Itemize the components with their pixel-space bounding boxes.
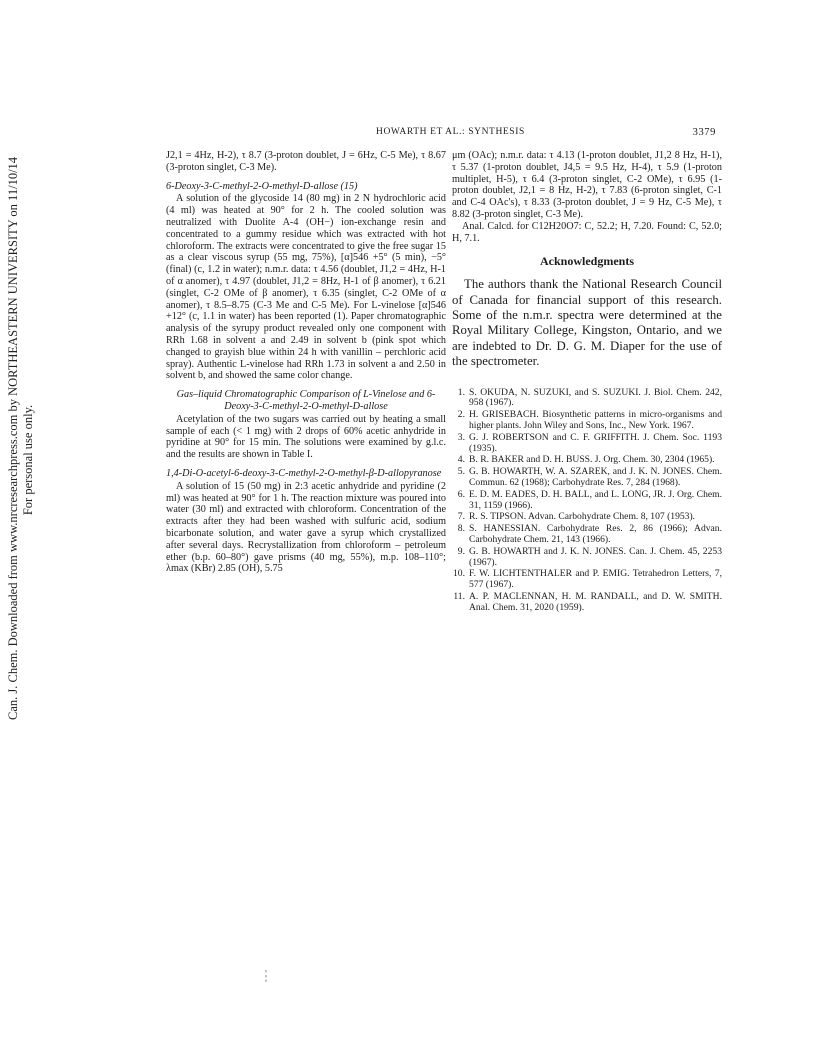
reference-number: 10. [453, 568, 465, 580]
reference-text: H. GRISEBACH. Biosynthetic patterns in micro-organisms and higher plants. John Wiley and Sons, Inc., New York. 1967. [469, 409, 722, 431]
reference-text: E. D. M. EADES, D. H. BALL, and L. LONG, JR. J. Org. Chem. 31, 1159 (1966). [469, 488, 722, 511]
reference-number: 9. [457, 545, 465, 557]
reference-list [452, 388, 722, 614]
scan-mark [264, 970, 268, 982]
reference-item [452, 388, 722, 410]
reference-number: 8. [457, 523, 465, 535]
reference-item [452, 592, 722, 614]
reference-item [452, 467, 722, 489]
reference-number: 2. [457, 409, 465, 421]
reference-text: G. B. HOWARTH and J. K. N. JONES. Can. J. Chem. 45, 2253 (1967). [469, 545, 722, 568]
reference-number: 7. [457, 511, 465, 523]
page-number: 3379 [692, 127, 716, 138]
reference-number: 11. [453, 590, 465, 602]
reference-item [452, 433, 722, 455]
nmr-continuation: J2,1 = 4Hz, H-2), τ 8.7 (3-proton doublet, J = 6Hz, C-5 Me), τ 8.67 (3-proton singlet, C-3 Me). [166, 150, 446, 173]
acknowledgments-heading: Acknowledgments [539, 254, 634, 269]
running-header [166, 127, 716, 141]
reference-item [452, 490, 722, 512]
elemental-analysis: Anal. Calcd. for C12H20O7: C, 52.2; H, 7.20. Found: C, 52.0; H, 7.1. [452, 220, 722, 244]
reference-number: 1. [457, 386, 465, 398]
reference-number: 4. [457, 454, 465, 466]
download-notice: Can. J. Chem. Downloaded from www.nrcresearchpress.com by NORTHEASTERN UNIVERSITY on 11/10/14 [6, 156, 20, 720]
reference-number: 5. [457, 466, 465, 478]
reference-text: F. W. LICHTENTHALER and P. EMIG. Tetrahedron Letters, 7, 577 (1967). [469, 568, 722, 591]
running-title: HOWARTH ET AL.: SYNTHESIS [376, 127, 525, 137]
reference-number: 6. [457, 488, 465, 500]
reference-number: 3. [457, 431, 465, 443]
section-paragraph: Acetylation of the two sugars was carried out by heating a small sample of each (< 1 mg) with 2 drops of 60% acetic anhydride in pyridine at 90° for 15 min. The solutions were examined by g.l.c. and the results are shown in Table I. [166, 413, 446, 461]
section-heading: Gas–liquid Chromatographic Comparison of L-Vinelose and 6-Deoxy-3-C-methyl-2-O-methyl-D-allose [176, 389, 436, 412]
reference-item [452, 524, 722, 546]
acknowledgments-text: The authors thank the National Research Council of Canada for financial support of this research. Some of the n.m.r. spectra were determined at the Royal Military College, Kingston, Ontario, and we are indebted to Dr. D. G. M. Diaper for the use of the spectrometer. [452, 277, 722, 369]
reference-text: G. B. HOWARTH, W. A. SZAREK, and J. K. N. JONES. Chem. Commun. 62 (1968); Carbohydrate Res. 7, 284 (1968). [469, 466, 722, 488]
reference-text: A. P. MACLENNAN, H. M. RANDALL, and D. W. SMITH. Anal. Chem. 31, 2020 (1959). [469, 590, 722, 613]
reference-item [452, 547, 722, 569]
reference-text: S. HANESSIAN. Carbohydrate Res. 2, 86 (1966); Advan. Carbohydrate Chem. 21, 143 (1966). [469, 523, 722, 545]
reference-item [452, 455, 722, 466]
download-watermark [2, 156, 42, 720]
section-heading: 1,4-Di-O-acetyl-6-deoxy-3-C-methyl-2-O-methyl-β-D-allopyranose [166, 467, 442, 479]
reference-text: B. R. BAKER and D. H. BUSS. J. Org. Chem. 30, 2304 (1965). [469, 454, 715, 466]
reference-item [452, 512, 722, 523]
reference-item [452, 569, 722, 591]
right-column [452, 150, 722, 615]
section-paragraph: A solution of the glycoside 14 (80 mg) in 2 N hydrochloric acid (4 ml) was heated at 90° for 2 h. The cooled solution was neutralized with Duolite A-4 (OH−) ion-exchange resin and concentrated to a gummy residue which was extracted with hot chloroform. The extracts were concentrated to give the free sugar 15 as a clear viscous syrup (55 mg, 75%), [α]546 +5° (5 min), −5° (final) (c, 1.2 in water); n.m.r. data: τ 4.56 (doublet, J1,2 = 4Hz, H-1 of α anomer), τ 4.97 (doublet, J1,2 = 8Hz, H-1 of β anomer), τ 6.21 (singlet, C-2 OMe of β anomer), τ 6.35 (singlet, C-2 OMe of α anomer), τ 8.5–8.75 (C-3 Me and C-5 Me). For L-vinelose [α]546 +12° (c, 1.1 in water) has been reported (1). Paper chromatographic analysis of the syrupy product revealed only one component with RRh 1.68 in solvent a and 2.49 in solvent b (pink spot which changed to grayish blue within 24 h with vanillin – perchloric acid spray). Authentic L-vinelose had RRh 1.73 in solvent a and 2.50 in solvent b, and showed the same color change. [166, 193, 446, 382]
reference-text: G. J. ROBERTSON and C. F. GRIFFITH. J. Chem. Soc. 1193 (1935). [469, 431, 722, 454]
personal-use-notice: For personal use only. [21, 404, 35, 516]
reference-text: S. OKUDA, N. SUZUKI, and S. SUZUKI. J. Biol. Chem. 242, 958 (1967). [469, 386, 722, 409]
reference-text: R. S. TIPSON. Advan. Carbohydrate Chem. 8, 107 (1953). [469, 511, 696, 523]
reference-item [452, 410, 722, 432]
section-paragraph: A solution of 15 (50 mg) in 2:3 acetic anhydride and pyridine (2 ml) was heated at 90° for 1 h. The reaction mixture was poured into water (30 ml) and extracted with chloroform. Concentration of the extracts after they had been washed with sulfuric acid, sodium bicarbonate solution, and water gave a syrup which crystallized after several days. Recrystallization from chloroform – petroleum ether (b.p. 60–80°) gave prisms (40 mg, 55%), m.p. 108–110°; λmax (KBr) 2.85 (OH), 5.75 [166, 480, 446, 575]
section-heading: 6-Deoxy-3-C-methyl-2-O-methyl-D-allose (15) [166, 180, 358, 192]
nmr-data-paragraph: μm (OAc); n.m.r. data: τ 4.13 (1-proton doublet, J1,2 8 Hz, H-1), τ 5.37 (1-proton doublet, J4,5 = 9.5 Hz, H-4), τ 5.9 (1-proton multiplet, H-5), τ 6.4 (3-proton singlet, C-2 OMe), τ 6.95 (1-proton doublet, J2,1 = 8 Hz, H-2), τ 7.83 (6-proton singlet, C-1 and C-4 OAc's), τ 8.33 (3-proton doublet, J = 9 Hz, C-5 Me), τ 8.82 (3-proton singlet, C-3 Me). [452, 150, 722, 220]
left-column [166, 150, 446, 575]
